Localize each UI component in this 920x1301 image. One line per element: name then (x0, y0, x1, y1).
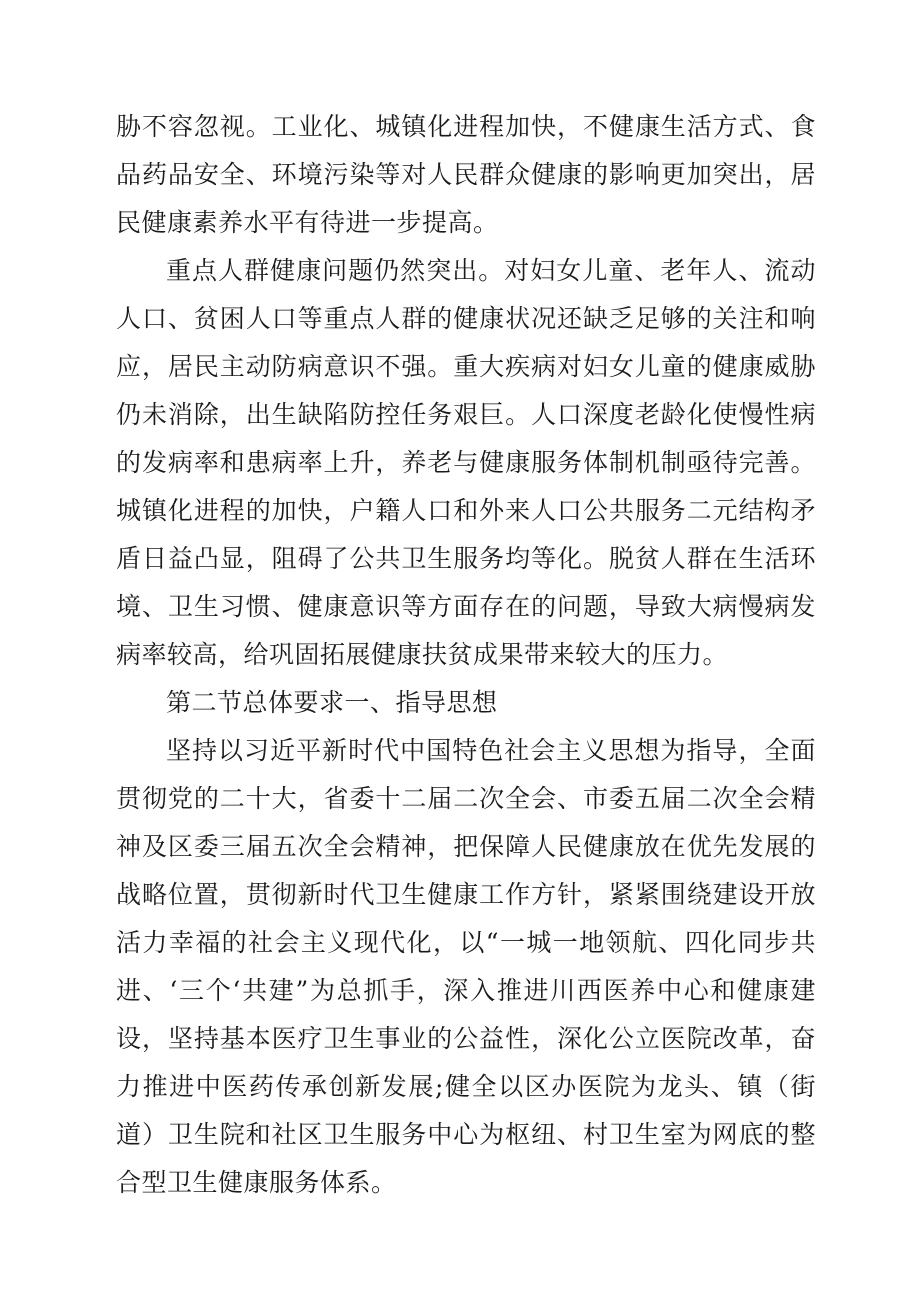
document-page (116, 103, 816, 1207)
paragraph-key-populations: 重点人群健康问题仍然突出。对妇女儿童、老年人、流动人口、贫困人口等重点人群的健康状况还缺乏足够的关注和响应，居民主动防病意识不强。重大疾病对妇女儿童的健康威胁仍未消除，出生缺陷防控任务艰巨。人口深度老龄化使慢性病的发病率和患病率上升，养老与健康服务体制机制亟待完善。城镇化进程的加快，户籍人口和外来人口公共服务二元结构矛盾日益凸显，阻碍了公共卫生服务均等化。脱贫人群在生活环境、卫生习惯、健康意识等方面存在的问题，导致大病慢病发病率较高，给巩固拓展健康扶贫成果带来较大的压力。 (116, 256, 816, 669)
section-heading: 第二节总体要求一、指导思想 (166, 688, 498, 717)
paragraph-guiding-ideology: 坚持以习近平新时代中国特色社会主义思想为指导，全面贯彻党的二十大，省委十二届二次全会、市委五届二次全会精神及区委三届五次全会精神，把保障人民健康放在优先发展的战略位置，贯彻新时代卫生健康工作方针，紧紧围绕建设开放活力幸福的社会主义现代化，以“一城一地领航、四化同步共进、‘三个‘共建”为总抓手，深入推进川西医养中心和健康建设，坚持基本医疗卫生事业的公益性，深化公立医院改革，奋力推进中医药传承创新发展;健全以区办医院为龙头、镇（街道）卫生院和社区卫生服务中心为枢纽、村卫生室为网底的整合型卫生健康服务体系。 (116, 736, 816, 1197)
paragraph-health-risks-continued: 胁不容忽视。工业化、城镇化进程加快，不健康生活方式、食品药品安全、环境污染等对人民群众健康的影响更加突出，居民健康素养水平有待进一步提高。 (116, 112, 816, 237)
